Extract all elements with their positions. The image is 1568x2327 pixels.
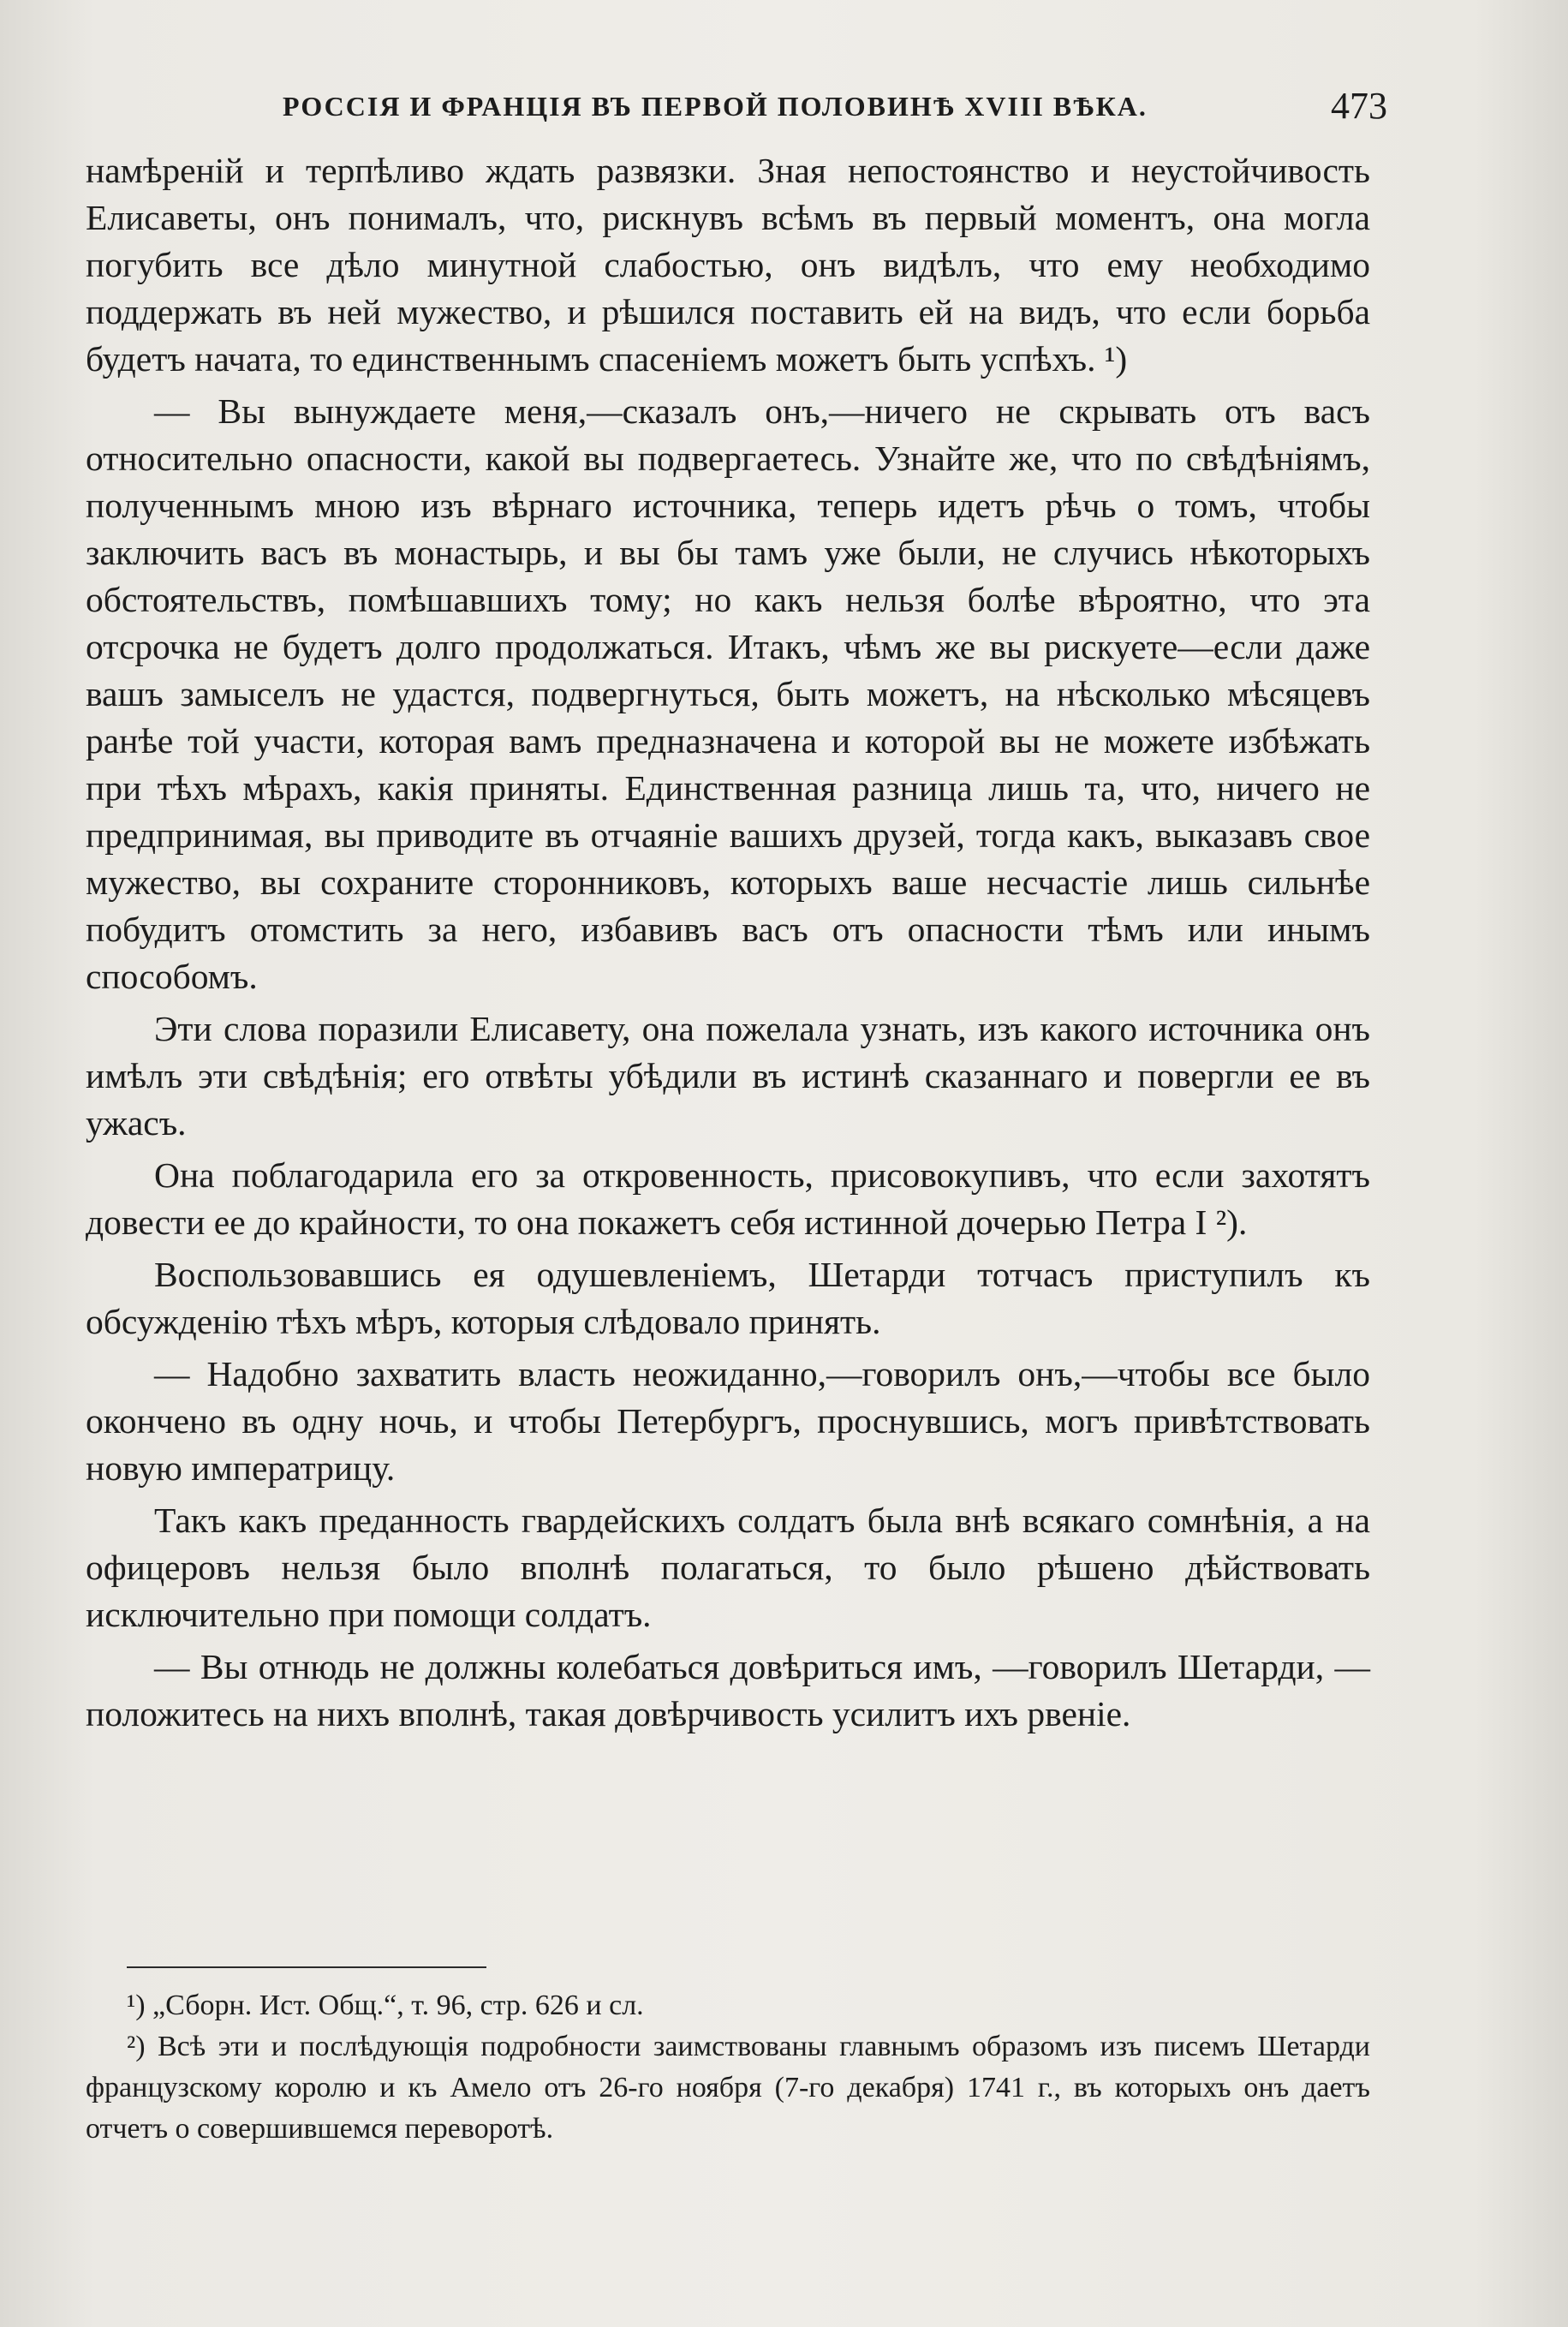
paragraph: — Вы вынуждаете меня,—сказалъ онъ,—ничего не скрывать отъ васъ относительно опасности, какой вы подвергаетесь. Узнайте же, что по свѣдѣніямъ, полученнымъ мною изъ вѣрнаго источника, теперь идетъ рѣчь о томъ, чтобы заключить васъ въ монастырь, и вы бы тамъ уже были, не случись нѣкоторыхъ обстоятельствъ, помѣшавшихъ тому; но какъ нельзя болѣе вѣроятно, что эта отсрочка не будетъ долго продолжаться. Итакъ, чѣмъ же вы рискуете—если даже вашъ замыселъ не удастся, подвергнуться, быть можетъ, на нѣсколько мѣсяцевъ ранѣе той участи, которая вамъ предназначена и которой вы не можете избѣжать при тѣхъ мѣрахъ, какія приняты. Единственная разница лишь та, что, ничего не предпринимая, вы приводите въ отчаяніе вашихъ друзей, тогда какъ, выказавъ свое мужество, вы сохраните сторонниковъ, которыхъ ваше несчастіе лишь сильнѣе побудитъ отомстить за него, избавивъ васъ отъ опасности тѣмъ или инымъ способомъ. — [86, 391, 1370, 996]
footnote: ²) Всѣ эти и послѣдующія подробности заимствованы главнымъ образомъ изъ писемъ Шетарди французскому королю и къ Амело отъ 26-го ноября (7-го декабря) 1741 г., въ которыхъ онъ даетъ отчетъ о совершившемся переворотѣ. — [86, 2031, 1370, 2145]
footnote-divider — [127, 1966, 486, 1968]
page-header — [86, 84, 1387, 135]
footnote: ¹) „Сборн. Ист. Общ.“, т. 96, стр. 626 и сл. — [127, 1990, 644, 2021]
paragraph: Такъ какъ преданность гвардейскихъ солдатъ была внѣ всякаго сомнѣнія, а на офицеровъ нельзя было вполнѣ полагаться, то было рѣшено дѣйствовать исключительно при помощи солдатъ. — [86, 1501, 1370, 1634]
page-number: 473 — [1331, 85, 1387, 127]
main-text — [86, 147, 1370, 1743]
running-title: РОССІЯ И ФРАНЦІЯ ВЪ ПЕРВОЙ ПОЛОВИНѢ XVIII ВѢКА. — [283, 91, 1148, 122]
paragraph: — Вы отнюдь не должны колебаться довѣриться имъ, —говорилъ Шетарди, — положитесь на нихъ вполнѣ, такая довѣрчивость усилитъ ихъ рвеніе. — [86, 1647, 1370, 1733]
paragraph: намѣреній и терпѣливо ждать развязки. Зная непостоянство и неустойчивость Елисаветы, онъ понималъ, что, рискнувъ всѣмъ въ первый моментъ, она могла погубить все дѣло минутной слабостью, онъ видѣлъ, что ему необходимо поддержать въ ней мужество, и рѣшился поставить ей на видъ, что если борьба будетъ начата, то единственнымъ спасеніемъ можетъ быть успѣхъ. ¹) — [86, 151, 1370, 379]
footnotes — [86, 1985, 1370, 2150]
paragraph: — Надобно захватить власть неожиданно,—говорилъ онъ,—чтобы все было окончено въ одну ночь, и чтобы Петербургъ, проснувшись, могъ привѣтствовать новую императрицу. — [86, 1354, 1370, 1488]
paragraph: Она поблагодарила его за откровенность, присовокупивъ, что если захотятъ довести ее до крайности, то она покажетъ себя истинной дочерью Петра I ²). — [86, 1155, 1370, 1242]
paragraph: Воспользовавшись ея одушевленіемъ, Шетарди тотчасъ приступилъ къ обсужденію тѣхъ мѣръ, которыя слѣдовало принять. — [86, 1255, 1370, 1341]
paragraph: Эти слова поразили Елисавету, она пожелала узнать, изъ какого источника онъ имѣлъ эти свѣдѣнія; его отвѣты убѣдили въ истинѣ сказаннаго и повергли ее въ ужасъ. — [86, 1009, 1370, 1143]
